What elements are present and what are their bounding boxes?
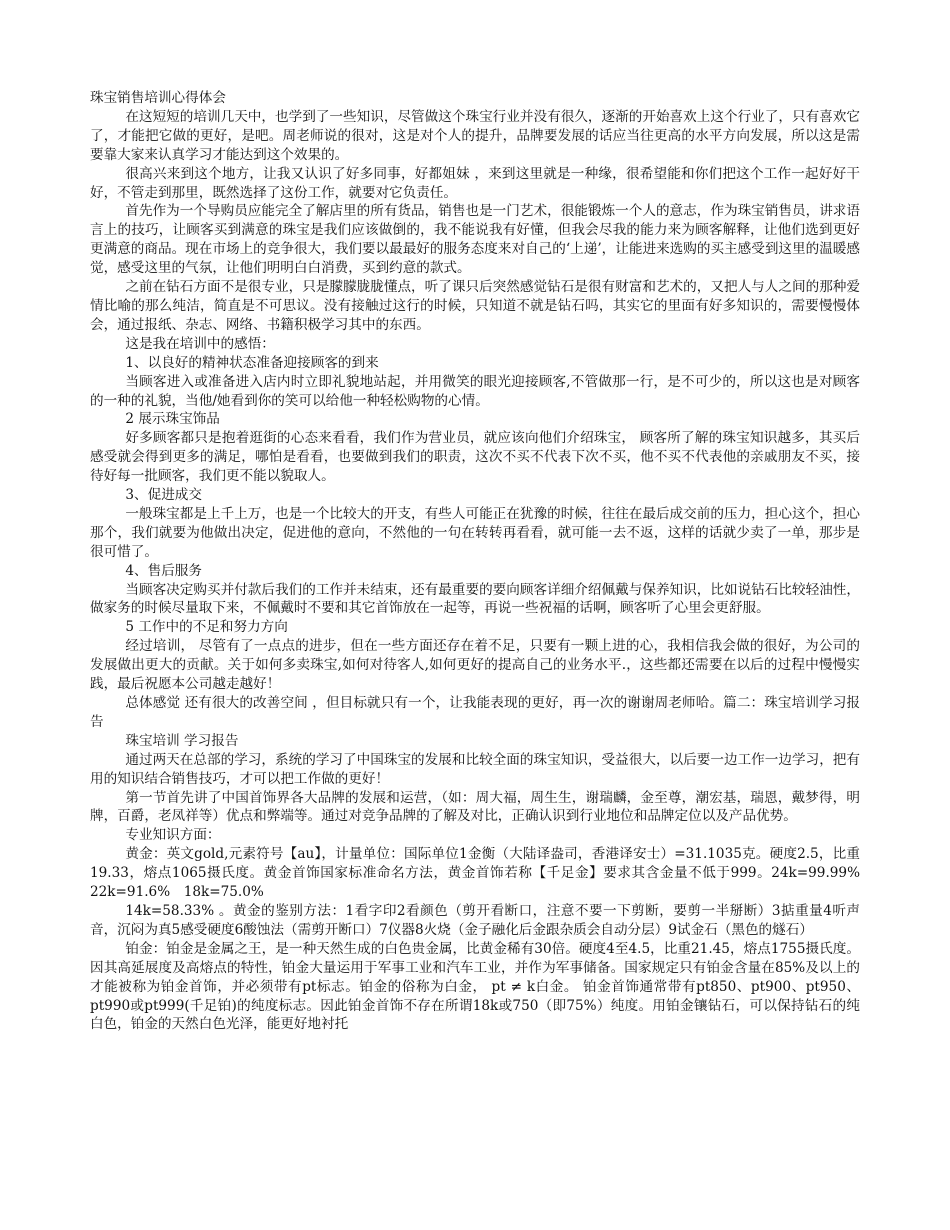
paragraph: 首先作为一个导购员应能完全了解店里的所有货品，销售也是一门艺术，很能锻炼一个人的意志，作为珠宝销售员，讲求语言上的技巧，让顾客买到满意的珠宝是我们应该做倒的，我不能说我有好懂，但我会尽我的能力来为顾客解释，让他们选到更好更满意的商品。现在市场上的竞争很大，我们要以最最好的服务态度来对自己的‘上递’，让能进来选购的买主感受到这里的温暖感觉，感受这里的气氛，让他们明明白白消费，买到约意的款式。 xyxy=(90,203,860,277)
paragraph: 珠宝培训 学习报告 xyxy=(125,732,239,749)
paragraph: 总体感觉 还有很大的改善空间 ，但目标就只有一个，让我能表现的更好，再一次的谢谢周老师哈。篇二：珠宝培训学习报告 xyxy=(90,695,860,730)
paragraph: 14k=58.33% 。黄金的鉴别方法：1看字印2看颜色（剪开看断口，注意不要一下剪断，要剪一半掰断）3掂重量4听声音，沉闷为真5感受硬度6酸蚀法（需剪开断口）7仪器8火烧（金子融化后金跟杂质会自动分层）9试金石（黑色的燧石） xyxy=(90,902,860,938)
paragraph: 第一节首先讲了中国首饰界各大品牌的发展和运营，（如：周大福，周生生，谢瑞麟，金至尊，潮宏基，瑞恩，戴梦得，明牌，百爵，老凤祥等）优点和弊端等。通过对竞争品牌的了解及对比，正确认识到行业地位和品牌定位以及产品优势。 xyxy=(90,789,860,825)
paragraph: 一般珠宝都是上千上万，也是一个比较大的开支，有些人可能正在犹豫的时候，往往在最后成交前的压力，担心这个，担心那个，我们就要为他做出决定，促进他的意向，不然他的一句在转转再看看，就可能一去不返，这样的话就少卖了一单，那步是很可惜了。 xyxy=(90,505,860,560)
paragraph: 当顾客决定购买并付款后我们的工作并未结束，还有最重要的要向顾客详细介绍佩戴与保养知识，比如说钻石比较轻油性，做家务的时候尽量取下来，不佩戴时不要和其它首饰放在一起等，再说一些祝福的话啊，顾客听了心里会更舒服。 xyxy=(90,581,860,617)
paragraph: 之前在钻石方面不是很专业，只是朦朦胧胧懂点，听了课只后突然感觉钻石是很有财富和艺术的，又把人与人之间的那种爱情比喻的那么纯洁，简直是不可思议。没有接触过这行的时候，只知道不就是钻石吗，其实它的里面有好多知识的，需要慢慢体会，通过报纸、杂志、网络、书籍积极学习其中的东西。 xyxy=(90,279,860,333)
paragraph: 1、以良好的精神状态准备迎接顾客的到来 xyxy=(125,354,379,371)
paragraph: 这是我在培训中的感悟： xyxy=(125,335,275,352)
paragraph: 好多顾客都只是抱着逛街的心态来看看，我们作为营业员，就应该向他们介绍珠宝， 顾客所了解的珠宝知识越多，其买后感受就会得到更多的满足，哪怕是看看，也要做到我们的职责，这次不买不代表下次不买，他不买不代表他的亲戚朋友不买，接待好每一批顾客，我们更不能以貌取人。 xyxy=(90,430,860,485)
paragraph: 铂金：铂金是金属之王，是一种天然生成的白色贵金属，比黄金稀有30倍。硬度4至4.5，比重21.45，熔点1755摄氏度。因其高延展度及高熔点的特性，铂金大量运用于军事工业和汽车工业，并作为军事储备。国家规定只有铂金含量在85%及以上的才能被称为铂金首饰，并必须带有pt标志。铂金的俗称为白金， pt ≠ k白金。 铂金首饰通常带有pt850、pt900、pt950、pt990或pt999(千足铂)的纯度标志。因此铂金首饰不存在所谓18k或750（即75%）纯度。用铂金镶钻石，可以保持钻石的纯白色，铂金的天然白色光泽，能更好地衬托 xyxy=(90,940,860,1033)
document-body xyxy=(90,89,878,1034)
paragraph: 在这短短的培训几天中，也学到了一些知识，尽管做这个珠宝行业并没有很久，逐渐的开始喜欢上这个行业了，只有喜欢它了，才能把它做的更好，是吧。周老师说的很对，这是对个人的提升，品牌要发展的话应当往更高的水平方向发展，所以这是需要靠大家来认真学习才能达到这个效果的。 xyxy=(90,108,860,163)
paragraph: 专业知识方面： xyxy=(125,827,221,844)
paragraph: 通过两天在总部的学习，系统的学习了中国珠宝的发展和比较全面的珠宝知识，受益很大，以后要一边工作一边学习，把有用的知识结合销售技巧，才可以把工作做的更好！ xyxy=(90,751,860,787)
document-title: 珠宝销售培训心得体会 xyxy=(90,90,226,106)
paragraph: 2 展示珠宝饰品 xyxy=(125,411,220,428)
paragraph: 3、促进成交 xyxy=(125,487,202,504)
paragraph: 经过培训， 尽管有了一点点的进步，但在一些方面还存在着不足，只要有一颗上进的心，我相信我会做的很好，为公司的发展做出更大的贡献。关于如何多卖珠宝,如何对待客人,如何更好的提高自己的业务水平.，这些都还需要在以后的过程中慢慢实践，最后祝愿本公司越走越好！ xyxy=(90,638,860,693)
paragraph: 黄金：英文gold,元素符号【au】，计量单位：国际单位1金衡（大陆译盎司，香港译安士）=31.1035克。硬度2.5，比重19.33，熔点1065摄氏度。黄金首饰国家标准命名方法，黄金首饰若称【千足金】要求其含金量不低于999。24k=99.99% 22k=91.6% 18k=75.0% xyxy=(90,846,878,901)
paragraph: 4、售后服务 xyxy=(125,562,202,579)
paragraph: 5 工作中的不足和努力方向 xyxy=(125,619,288,636)
paragraph: 当顾客进入或准备进入店内时立即礼貌地站起，并用微笑的眼光迎接顾客,不管做那一行，是不可少的，所以这也是对顾客的一种的礼貌，当他/她看到你的笑可以给他一种轻松购物的心情。 xyxy=(90,373,860,409)
paragraph: 很高兴来到这个地方，让我又认识了好多同事，好都姐妹 ，来到这里就是一种缘，很希望能和你们把这个工作一起好好干好，不管走到那里，既然选择了这份工作，就要对它负责任。 xyxy=(90,165,860,201)
